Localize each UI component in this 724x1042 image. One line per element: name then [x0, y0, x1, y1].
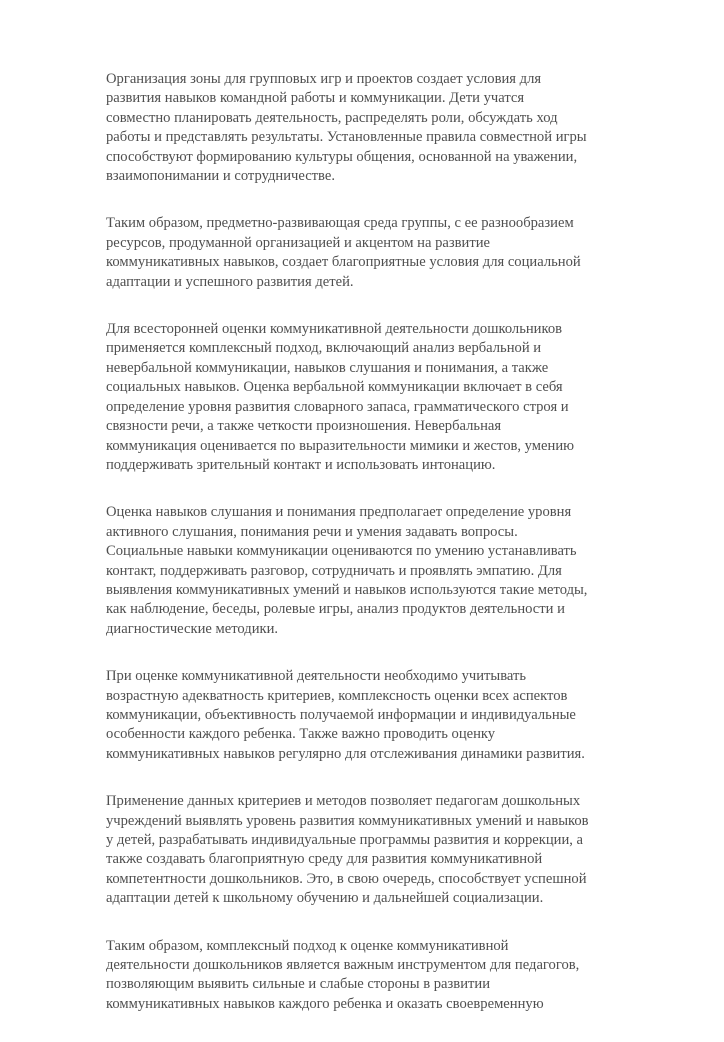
document-body	[106, 70, 626, 1042]
text-line: совместно планировать деятельность, распределять роли, обсуждать ход	[106, 109, 558, 126]
paragraph-environment-summary	[106, 214, 626, 292]
text-line: адаптации и успешного развития детей.	[106, 273, 354, 290]
text-line: работы и представлять результаты. Установленные правила совместной игры	[106, 129, 587, 146]
text-line: связности речи, а также четкости произношения. Невербальная	[106, 418, 502, 435]
paragraph-comprehensive-assessment	[106, 320, 626, 475]
text-line: Таким образом, комплексный подход к оценке коммуникативной	[106, 937, 509, 954]
text-line: социальных навыков. Оценка вербальной коммуникации включает в себя	[106, 379, 563, 396]
text-line: Социальные навыки коммуникации оцениваются по умению устанавливать	[106, 543, 577, 560]
text-line: коммуникативных навыков регулярно для отслеживания динамики развития.	[106, 745, 585, 762]
text-line: особенности каждого ребенка. Также важно проводить оценку	[106, 726, 496, 743]
text-line: развития навыков командной работы и коммуникации. Дети учатся	[106, 90, 525, 107]
paragraph-listening-skills	[106, 503, 626, 639]
paragraph-group-play-zone	[106, 70, 626, 186]
text-line: Для всесторонней оценки коммуникативной деятельности дошкольников	[106, 321, 563, 338]
paragraph-conclusion	[106, 937, 626, 1015]
text-line: ресурсов, продуманной организацией и акцентом на развитие	[106, 234, 491, 251]
text-line: Таким образом, предметно-развивающая среда группы, с ее разнообразием	[106, 215, 574, 232]
text-line: у детей, разрабатывать индивидуальные программы развития и коррекции, а	[106, 832, 584, 848]
text-line: учреждений выявлять уровень развития коммуникативных умений и навыков	[106, 812, 589, 829]
text-line: адаптации детей к школьному обучению и дальнейшей социализации.	[106, 890, 544, 907]
text-line: Применение данных критериев и методов позволяет педагогам дошкольных	[106, 793, 581, 810]
text-line: позволяющим выявить сильные и слабые стороны в развитии	[106, 976, 490, 993]
text-line: коммуникативных навыков каждого ребенка и оказать своевременную	[106, 995, 544, 1012]
paragraph-assessment-criteria	[106, 667, 626, 764]
text-line: поддерживать зрительный контакт и использовать интонацию.	[106, 456, 496, 473]
text-line: коммуникация оценивается по выразительности мимики и жестов, умению	[106, 437, 575, 454]
text-line: диагностические методики.	[106, 620, 279, 637]
text-line: также создавать благоприятную среду для развития коммуникативной	[106, 851, 543, 868]
text-line: Оценка навыков слушания и понимания предполагает определение уровня	[106, 504, 572, 521]
text-line: компетентности дошкольников. Это, в свою очередь, способствует успешной	[106, 870, 587, 887]
text-line: контакт, поддерживать разговор, сотрудничать и проявлять эмпатию. Для	[106, 562, 562, 579]
text-line: как наблюдение, беседы, ролевые игры, анализ продуктов деятельности и	[106, 601, 565, 618]
text-line: коммуникативных навыков, создает благоприятные условия для социальной	[106, 254, 581, 271]
text-line: При оценке коммуникативной деятельности необходимо учитывать	[106, 668, 527, 685]
text-line: деятельности дошкольников является важным инструментом для педагогов,	[106, 957, 580, 974]
text-line: возрастную адекватность критериев, комплексность оценки всех аспектов	[106, 687, 568, 704]
text-line: Организация зоны для групповых игр и проектов создает условия для	[106, 71, 542, 87]
text-line: коммуникации, объективность получаемой информации и индивидуальные	[106, 706, 576, 723]
text-line: применяется комплексный подход, включающий анализ вербальной и	[106, 340, 542, 357]
text-line: взаимопонимании и сотрудничестве.	[106, 168, 335, 185]
paragraph-application-of-methods	[106, 792, 626, 908]
text-line: невербальной коммуникации, навыков слушания и понимания, а также	[106, 359, 549, 376]
text-line: активного слушания, понимания речи и умения задавать вопросы.	[106, 523, 518, 540]
text-line: способствуют формированию культуры общения, основанной на уважении,	[106, 148, 578, 165]
text-line: выявления коммуникативных умений и навыков используются такие методы,	[106, 581, 588, 598]
text-line: определение уровня развития словарного запаса, грамматического строя и	[106, 398, 569, 415]
